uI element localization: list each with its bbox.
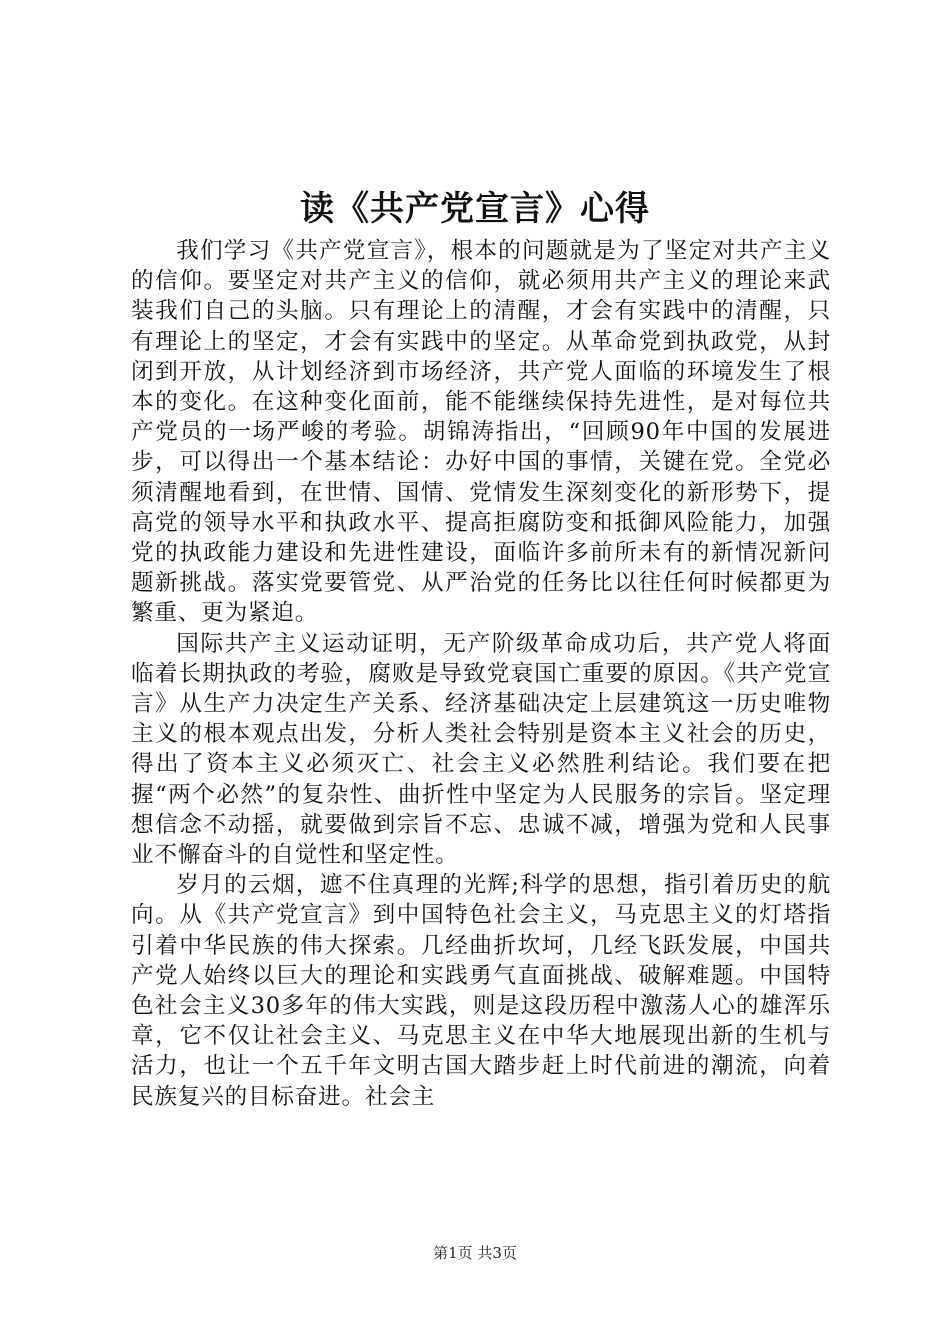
- document-title: 读《共产党宣言》心得: [300, 189, 650, 229]
- paragraph-2: 国际共产主义运动证明，无产阶级革命成功后，共产党人将面临着长期执政的考验，腐败是导致党衰国亡重要的原因。《共产党宣言》从生产力决定生产关系、经济基础决定上层建筑这一历史唯物主义的根本观点出发，分析人类社会特别是资本主义社会的历史，得出了资本主义必须灭亡、社会主义必然胜利结论。我们要在把握“两个必然”的复杂性、曲折性中坚定为人民服务的宗旨。坚定理想信念不动摇，就要做到宗旨不忘、忠诚不减，增强为党和人民事业不懈奋斗的自觉性和坚定性。: [131, 630, 831, 869]
- page-number-footer: 第1页 共3页: [433, 1244, 517, 1262]
- paragraph-3: 岁月的云烟，遮不住真理的光辉;科学的思想，指引着历史的航向。从《共产党宣言》到中国特色社会主义，马克思主义的灯塔指引着中华民族的伟大探索。几经曲折坎坷，几经飞跃发展，中国共产党人始终以巨大的理论和实践勇气直面挑战、破解难题。中国特色社会主义30多年的伟大实践，则是这段历程中激荡人心的雄浑乐章，它不仅让社会主义、马克思主义在中华大地展现出新的生机与活力，也让一个五千年文明古国大踏步赶上时代前进的潮流，向着民族复兴的目标奋进。社会主: [131, 872, 831, 1110]
- paragraph-1: 我们学习《共产党宣言》，根本的问题就是为了坚定对共产主义的信仰。要坚定对共产主义的信仰，就必须用共产主义的理论来武装我们自己的头脑。只有理论上的清醒，才会有实践中的清醒，只有理论上的坚定，才会有实践中的坚定。从革命党到执政党，从封闭到开放，从计划经济到市场经济，共产党人面临的环境发生了根本的变化。在这种变化面前，能不能继续保持先进性，是对每位共产党员的一场严峻的考验。胡锦涛指出，“回顾90年中国的发展进步，可以得出一个基本结论：办好中国的事情，关键在党。全党必须清醒地看到，在世情、国情、党情发生深刻变化的新形势下，提高党的领导水平和执政水平、提高拒腐防变和抵御风险能力，加强党的执政能力建设和先进性建设，面临许多前所未有的新情况新问题新挑战。落实党要管党、从严治党的任务比以往任何时候都更为繁重、更为紧迫。: [131, 238, 831, 627]
- document-body: [131, 236, 831, 1112]
